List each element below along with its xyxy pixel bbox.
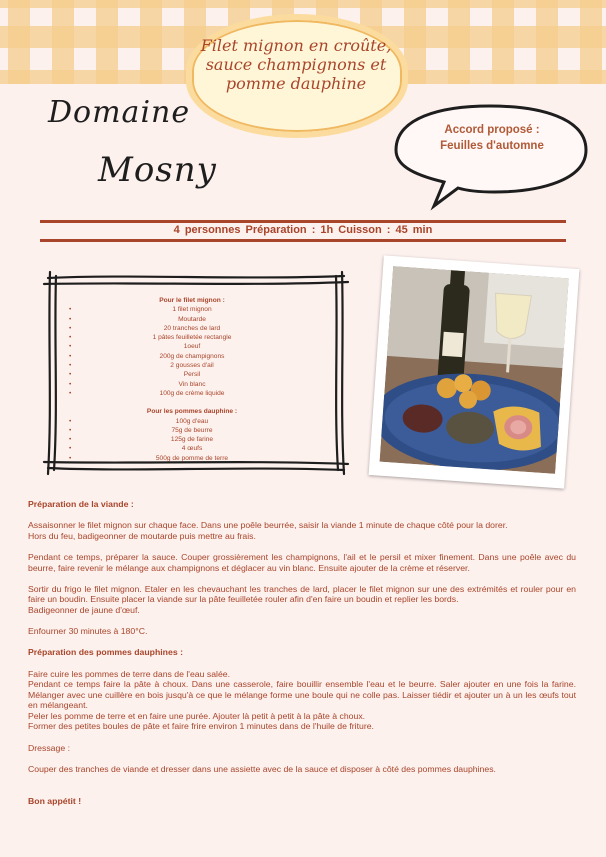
list-item: • Moutarde xyxy=(62,315,322,324)
closing-text: Bon appétit ! xyxy=(28,795,82,806)
step-heading-viande: Préparation de la viande : xyxy=(28,499,134,509)
list-item: • 100g d'eau xyxy=(62,417,322,426)
recipe-info: 4 personnes Préparation : 1h Cuisson : 45 min xyxy=(173,224,433,236)
logo-mosny: Mosny xyxy=(98,150,217,190)
dish-photo xyxy=(369,255,580,488)
list-item: • 1oeuf xyxy=(62,342,322,351)
step-paragraph: Assaisonner le filet mignon sur chaque face. Dans une poêle beurrée, saisir la viande 1 minute de chaque côté pour la dorer. xyxy=(28,520,508,531)
list-item: • 125g de farine xyxy=(62,435,322,444)
logo-domaine: Domaine xyxy=(48,95,191,130)
list-item: • 200g de champignons xyxy=(62,352,322,361)
list-item: • Vin blanc xyxy=(62,380,322,389)
speech-bubble-icon xyxy=(390,100,590,212)
ingredients-filet-heading: Pour le filet mignon : xyxy=(159,297,225,304)
list-item: • 20 tranches de lard xyxy=(62,324,322,333)
step-paragraph: Badigeonner de jaune d'œuf. xyxy=(28,604,140,615)
top-rule xyxy=(40,220,566,223)
list-item: • 75g de beurre xyxy=(62,426,322,435)
step-paragraph: Hors du feu, badigeonner de moutarde puis mettre au frais. xyxy=(28,530,256,541)
wine-pairing xyxy=(418,122,566,154)
list-item: • 1 pâtes feuilletée rectangle xyxy=(62,333,322,342)
step-paragraph: Former des petites boules de pâte et faire frire environ 1 minutes dans de l'huile de friture. xyxy=(28,721,374,732)
list-item: • 500g de pomme de terre xyxy=(62,454,322,463)
list-item: • 1 filet mignon xyxy=(62,305,322,314)
list-item: • 2 gousses d'ail xyxy=(62,361,322,370)
ingredients-dauphine-heading: Pour les pommes dauphine : xyxy=(146,408,238,416)
step-paragraph: Faire cuire les pommes de terre dans de l'eau salée. xyxy=(28,668,231,679)
recipe-title: Filet mignon en croûte, sauce champignons et pomme dauphine xyxy=(200,36,392,93)
bottom-rule xyxy=(40,239,566,242)
filet-items xyxy=(62,305,322,398)
list-item: • Persil xyxy=(62,370,322,379)
step-heading-dauphine: Préparation des pommes dauphines : xyxy=(28,647,183,658)
pairing-label: Accord proposé : xyxy=(444,124,540,136)
step-heading-dressage: Dressage : xyxy=(28,742,71,753)
pairing-wine: Feuilles d'automne xyxy=(440,140,544,152)
ingredients-list xyxy=(62,296,322,463)
step-paragraph: Pendant ce temps faire la pâte à choux. Dans une casserole, faire bouillir ensemble l'eau et le beurre. Saler ajouter en une fois la farine. Mélanger avec une cuillère en bois jusqu'à ce que le mélange forme une boule qui ne colle pas. Laisser tiédir et ajouter un à un les œufs tout en mélangeant. xyxy=(28,679,576,711)
list-item: • 4 œufs xyxy=(62,444,322,453)
instructions xyxy=(28,499,576,806)
step-paragraph: Pendant ce temps, préparer la sauce. Couper grossièrement les champignons, l'ail et le persil et mixer finement. Dans une poêle avec du beurre, faire revenir le mélange aux champignons et déglacer au vin blanc. Ensuite ajouter de la crème et réserver. xyxy=(28,551,576,573)
dauphine-items xyxy=(62,417,322,463)
step-paragraph: Sortir du frigo le filet mignon. Etaler en les chevauchant les tranches de lard, placer le filet mignon sur une des extrémités et rouler pour en faire un boudin. Ensuite placer la viande sur la pâte feuilletée rouler afin d'en faire un boudin et replier les bords. xyxy=(28,583,576,605)
dish-photo-image xyxy=(380,266,569,474)
step-paragraph: Peler les pomme de terre et en faire une purée. Ajouter là petit à petit à la pâte à choux. xyxy=(28,710,366,721)
step-paragraph: Couper des tranches de viande et dresser dans une assiette avec de la sauce et disposer à côté des pommes dauphines. xyxy=(28,763,496,774)
step-paragraph: Enfourner 30 minutes à 180°C. xyxy=(28,626,148,637)
list-item: • 100g de crème liquide xyxy=(62,389,322,398)
